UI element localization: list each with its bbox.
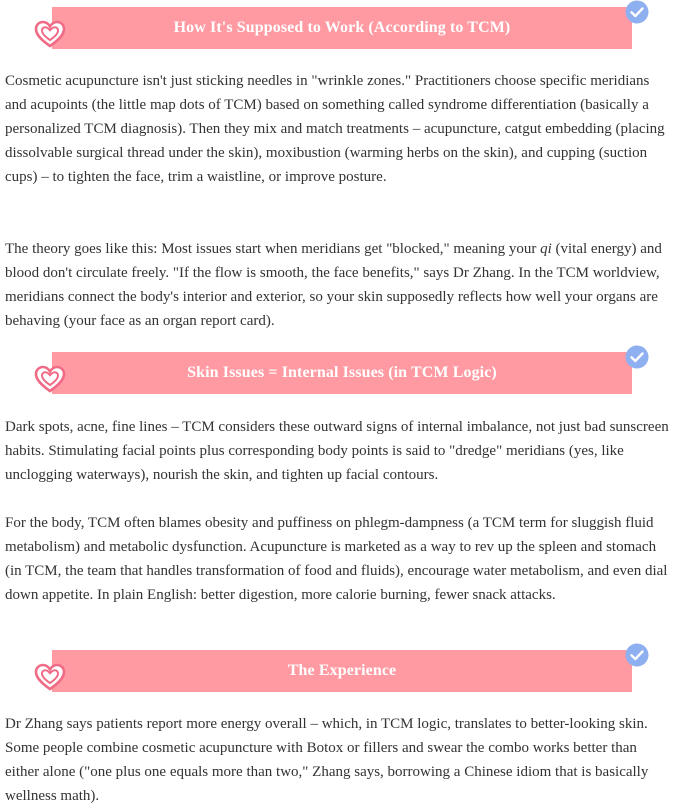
section-heading-bar <box>52 7 632 49</box>
section-heading-bar <box>52 650 632 692</box>
italic-term: qi <box>540 241 552 257</box>
check-circle-icon <box>625 643 649 667</box>
heart-icon <box>34 663 66 691</box>
section-header-experience <box>0 643 679 695</box>
paragraph <box>5 237 674 333</box>
paragraph: Cosmetic acupuncture isn't just sticking needles in "wrinkle zones." Practitioners choose specific meridians and acupoints (the little map dots of TCM) based on something called syndrome differentiation (basically a personalized TCM diagnosis). Then they mix and match treatments – acupuncture, catgut embedding (placing dissolvable surgical thread under the skin), moxibustion (warming herbs on the skin), and cupping (suction cups) – to tighten the face, trim a waistline, or improve posture. <box>5 73 665 185</box>
paragraph: Dark spots, acne, fine lines – TCM considers these outward signs of internal imbalance, not just bad sunscreen habits. Stimulating facial points plus corresponding body points is said to "dredge" meridians (yes, like unclogging waterways), nourish the skin, and tighten up facial contours. <box>5 419 669 483</box>
section-heading: How It's Supposed to Work (According to TCM) <box>173 19 511 36</box>
check-circle-icon <box>625 0 649 24</box>
section-header-skin-issues <box>0 345 679 397</box>
section-heading: The Experience <box>287 662 397 679</box>
heart-icon <box>34 365 66 393</box>
section-heading: Skin Issues = Internal Issues (in TCM Logic) <box>187 364 497 381</box>
paragraph: Dr Zhang says patients report more energy overall – which, in TCM logic, translates to better-looking skin. Some people combine cosmetic acupuncture with Botox or fillers and swear the combo works better than either alone ("one plus one equals more than two," Zhang says, borrowing a Chinese idiom that is basically wellness math). <box>5 716 649 804</box>
paragraph-text: (vital energy) and blood don't circulate freely. "If the flow is smooth, the face benefits," says Dr Zhang. In the TCM worldview, meridians connect the body's interior and exterior, so your skin supposedly reflects how well your organs are behaving (your face as an organ report card). <box>5 241 662 329</box>
section-header-how-it-works <box>0 0 679 52</box>
section-heading-bar <box>52 352 632 394</box>
paragraph: For the body, TCM often blames obesity and puffiness on phlegm-dampness (a TCM term for sluggish fluid metabolism) and metabolic dysfunction. Acupuncture is marketed as a way to rev up the spleen and stomach (in TCM, the team that handles transformation of food and fluids), encourage water metabolism, and even dial down appetite. In plain English: better digestion, more calorie burning, fewer snack attacks. <box>5 515 668 603</box>
heart-icon <box>34 20 66 48</box>
check-circle-icon <box>625 345 649 369</box>
paragraph-text: The theory goes like this: Most issues start when meridians get "blocked," meaning your <box>5 241 541 257</box>
